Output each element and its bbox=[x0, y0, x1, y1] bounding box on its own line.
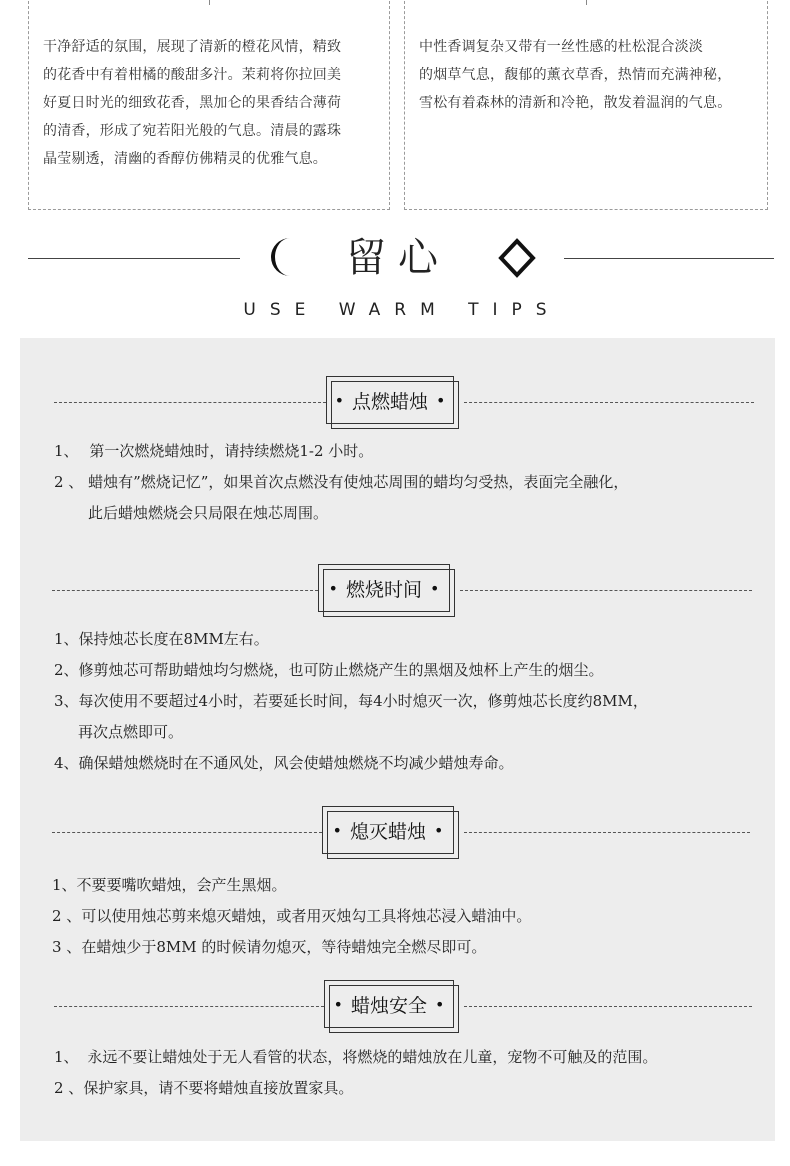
section-header-extinguish bbox=[20, 806, 775, 858]
list-item bbox=[20, 748, 775, 779]
section-badge: • 点燃蜡烛 • bbox=[326, 376, 454, 424]
item-text: 在蜡烛少于8MM 的时候请勿熄灭，等待蜡烛完全燃尽即可。 bbox=[81, 938, 487, 956]
item-text: 保护家具，请不要将蜡烛直接放置家具。 bbox=[83, 1079, 354, 1097]
list-item bbox=[20, 436, 775, 467]
section-list-light bbox=[20, 436, 775, 529]
item-text-continued: 此后蜡烛燃烧会只局限在烛芯周围。 bbox=[88, 504, 329, 522]
item-text: 可以使用烛芯剪来熄灭蜡烛，或者用灭烛勾工具将烛芯浸入蜡油中。 bbox=[81, 907, 532, 925]
heading-rule-right bbox=[564, 258, 774, 259]
tips-panel bbox=[20, 338, 775, 1141]
item-number: 1、 bbox=[54, 1048, 79, 1066]
item-number: 1、 bbox=[54, 630, 79, 648]
crescent-moon-icon bbox=[262, 234, 302, 280]
left-line-0: 干净舒适的氛围，展现了清新的橙花风情，精致 bbox=[43, 39, 342, 55]
list-item bbox=[20, 655, 775, 686]
item-number: 2 、 bbox=[54, 1079, 84, 1097]
list-item bbox=[20, 870, 775, 901]
item-number: 3 、 bbox=[52, 938, 82, 956]
item-text: 不要要嘴吹蜡烛，会产生黑烟。 bbox=[76, 876, 287, 894]
right-line-0: 中性香调复杂又带有一丝性感的杜松混合淡淡 bbox=[419, 39, 703, 55]
section-badge: • 燃烧时间 • bbox=[318, 564, 450, 612]
item-text: 每次使用不要超过4小时，若要延长时间，每4小时熄灭一次，修剪烛芯长度约8MM， bbox=[78, 692, 648, 710]
section-list-extinguish bbox=[20, 870, 775, 963]
section-list-safety bbox=[20, 1042, 775, 1104]
list-item bbox=[20, 467, 775, 529]
diamond-outline-icon bbox=[497, 238, 537, 278]
list-item bbox=[20, 686, 775, 748]
section-dash-left bbox=[52, 590, 318, 591]
left-line-1: 的花香中有着柑橘的酸甜多汁。茉莉将你拉回美 bbox=[43, 67, 342, 83]
item-number: 2 、 bbox=[54, 473, 84, 491]
tips-heading bbox=[0, 232, 790, 332]
item-text-continued: 再次点燃即可。 bbox=[78, 723, 184, 741]
section-title: 熄灭蜡烛 bbox=[349, 820, 426, 843]
section-title: 点燃蜡烛 bbox=[352, 390, 429, 413]
right-description-box bbox=[404, 0, 768, 210]
item-text: 永远不要让蜡烛处于无人看管的状态，将燃烧的蜡烛放在儿童，宠物不可触及的范围。 bbox=[87, 1048, 658, 1066]
item-text: 蜡烛有”燃烧记忆”，如果首次点燃没有使烛芯周围的蜡均匀受热，表面完全融化， bbox=[88, 473, 629, 491]
section-dash-left bbox=[54, 402, 326, 403]
box-connector-tick bbox=[209, 0, 210, 5]
section-badge: • 蜡烛安全 • bbox=[324, 980, 454, 1028]
section-list-burn-time bbox=[20, 624, 775, 779]
section-dash-left bbox=[54, 1006, 324, 1007]
left-line-3: 的清香，形成了宛若阳光般的气息。清晨的露珠 bbox=[43, 123, 342, 139]
item-number: 4、 bbox=[54, 754, 79, 772]
list-item bbox=[20, 932, 775, 963]
item-number: 1、 bbox=[54, 442, 79, 460]
item-text: 修剪烛芯可帮助蜡烛均匀燃烧，也可防止燃烧产生的黑烟及烛杯上产生的烟尘。 bbox=[78, 661, 604, 679]
section-dash-right bbox=[464, 1006, 752, 1007]
item-text: 保持烛芯长度在8MM左右。 bbox=[78, 630, 269, 648]
heading-subtitle: USE WARM TIPS bbox=[243, 300, 561, 320]
section-header-burn-time bbox=[20, 564, 775, 616]
list-item bbox=[20, 624, 775, 655]
box-connector-tick bbox=[586, 0, 587, 5]
section-dash-right bbox=[464, 832, 750, 833]
section-dash-left bbox=[52, 832, 322, 833]
right-line-1: 的烟草气息，馥郁的薰衣草香，热情而充满神秘， bbox=[419, 67, 732, 83]
item-number: 3、 bbox=[54, 692, 79, 710]
list-item bbox=[20, 1073, 775, 1104]
item-number: 2、 bbox=[54, 661, 79, 679]
item-number: 2 、 bbox=[52, 907, 82, 925]
left-line-4: 晶莹剔透，清幽的香醇仿佛精灵的优雅气息。 bbox=[43, 151, 327, 167]
left-description-box bbox=[28, 0, 390, 210]
section-dash-right bbox=[464, 402, 754, 403]
right-line-2: 雪松有着森林的清新和冷艳，散发着温润的气息。 bbox=[419, 95, 732, 111]
item-text: 确保蜡烛燃烧时在不通风处，风会使蜡烛燃烧不均减少蜡烛寿命。 bbox=[78, 754, 514, 772]
list-item bbox=[20, 901, 775, 932]
heading-rule-left bbox=[28, 258, 240, 259]
left-line-2: 好夏日时光的细致花香，黑加仑的果香结合薄荷 bbox=[43, 95, 342, 111]
list-item bbox=[20, 1042, 775, 1073]
item-text: 第一次燃烧蜡烛时，请持续燃烧1-2 小时。 bbox=[89, 442, 374, 460]
section-dash-right bbox=[460, 590, 752, 591]
section-header-light bbox=[20, 376, 775, 428]
heading-title: 留心 bbox=[346, 235, 450, 281]
section-title: 蜡烛安全 bbox=[350, 994, 427, 1017]
section-badge: • 熄灭蜡烛 • bbox=[322, 806, 454, 854]
item-number: 1、 bbox=[52, 876, 77, 894]
section-header-safety bbox=[20, 980, 775, 1032]
section-title: 燃烧时间 bbox=[345, 578, 422, 601]
